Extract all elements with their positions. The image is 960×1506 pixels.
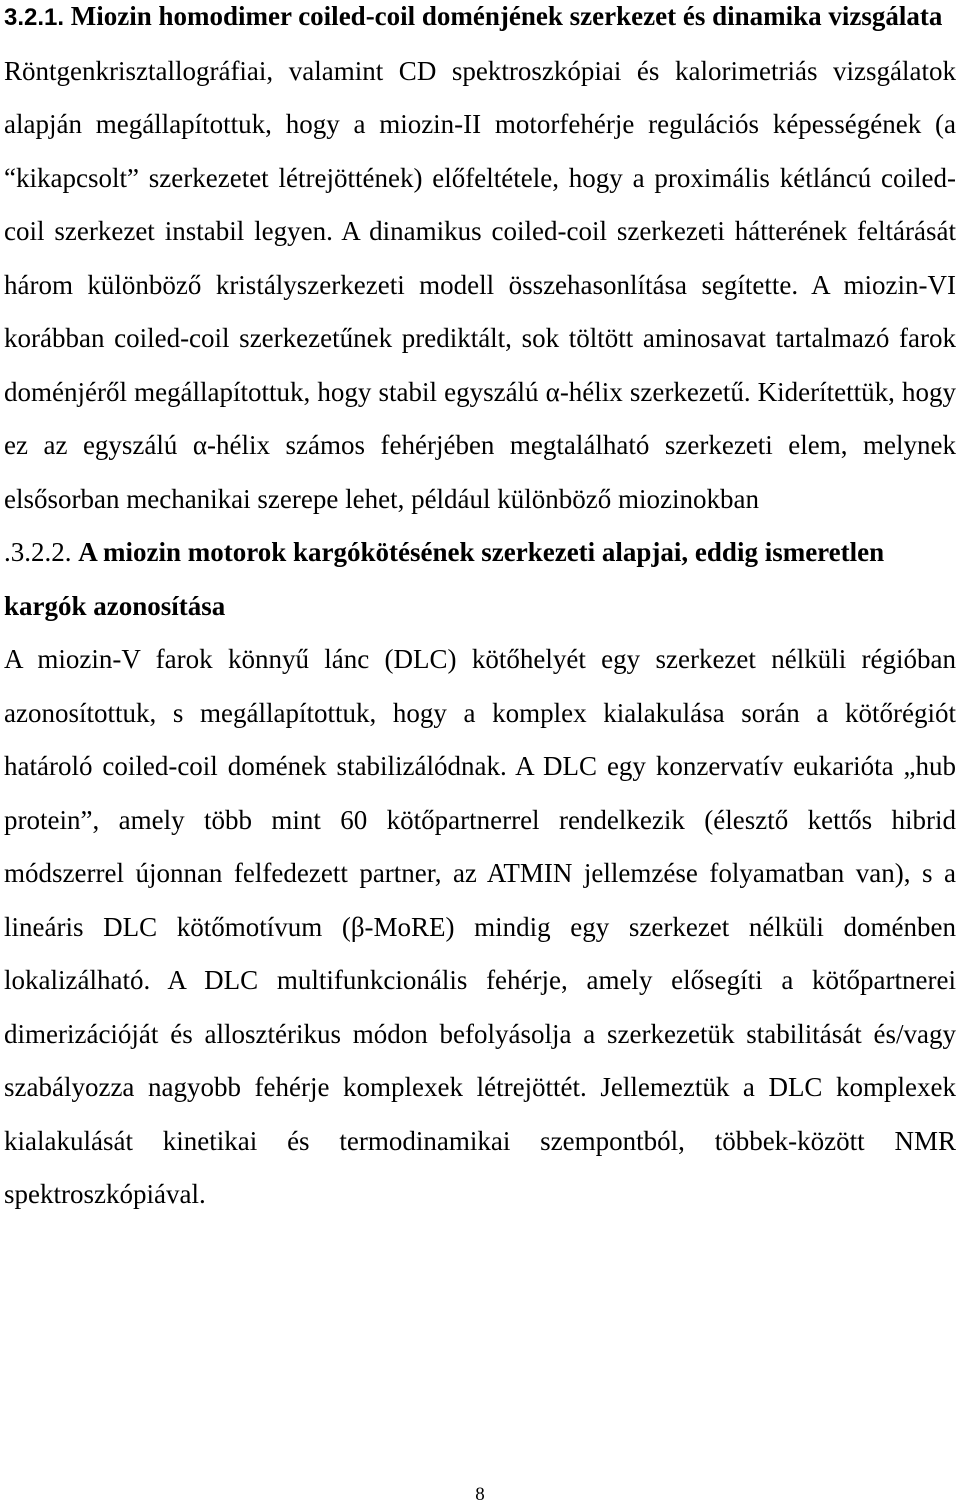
section-title: Miozin homodimer coiled-coil doménjének szerkezet és dinamika vizsgálata (70, 1, 943, 31)
section-heading-3-2-1 (4, 0, 956, 45)
section-body-paragraph: Röntgenkrisztallográfiai, valamint CD spektroszkópiai és kalorimetriás vizsgálatok alapján megállapítottuk, hogy a miozin-II motorfehérje regulációs képességének (a “kikapcsolt” szerkezetet létrejöttének) előfeltétele, hogy a proximális kétláncú coiled-coil szerkezet instabil legyen. A dinamikus coiled-coil szerkezeti hátterének feltárását három különböző kristályszerkezeti modell összehasonlítása segítette. A miozin-VI korábban coiled-coil szerkezetűnek prediktált, sok töltött aminosavat tartalmazó farok doménjéről megállapítottuk, hogy stabil egyszálú α-hélix szerkezetű. Kiderítettük, hogy ez az egyszálú α-hélix számos fehérjében megtalálható szerkezeti elem, melynek elsősorban mechanikai szerepe lehet, például különböző miozinokban (4, 55, 956, 514)
section-title: A miozin motorok kargókötésének szerkezeti alapjai, eddig ismeretlen kargók azonosítása (4, 537, 885, 621)
section-number: .3.2.2. (4, 537, 79, 567)
document-page (4, 0, 956, 1505)
section-body-paragraph: A miozin-V farok könnyű lánc (DLC) kötőhelyét egy szerkezet nélküli régióban azonosítottuk, s megállapítottuk, hogy a komplex kialakulása során a kötőrégiót határoló coiled-coil domének stabilizálódnak. A DLC egy konzervatív eukarióta „hub protein”, amely több mint 60 kötőpartnerrel rendelkezik (élesztő kettős hibrid módszerrel újonnan felfedezett partner, az ATMIN jellemzése folyamatban van), s a lineáris DLC kötőmotívum (β-MoRE) mindig egy szerkezet nélküli doménben lokalizálható. A DLC multifunkcionális fehérje, amely elősegíti a kötőpartnerei dimerizációját és allosztérikus módon befolyásolja a szerkezetük stabilitását és/vagy szabályozza nagyobb fehérje komplexek létrejöttét. Jellemeztük a DLC komplexek kialakulását kinetikai és termodinamikai szempontból, többek-között NMR spektroszkópiával. (4, 644, 956, 1209)
section-number: 3.2.1. (4, 4, 71, 31)
page-number: 8 (475, 1484, 485, 1505)
section-heading-3-2-2 (4, 526, 956, 633)
